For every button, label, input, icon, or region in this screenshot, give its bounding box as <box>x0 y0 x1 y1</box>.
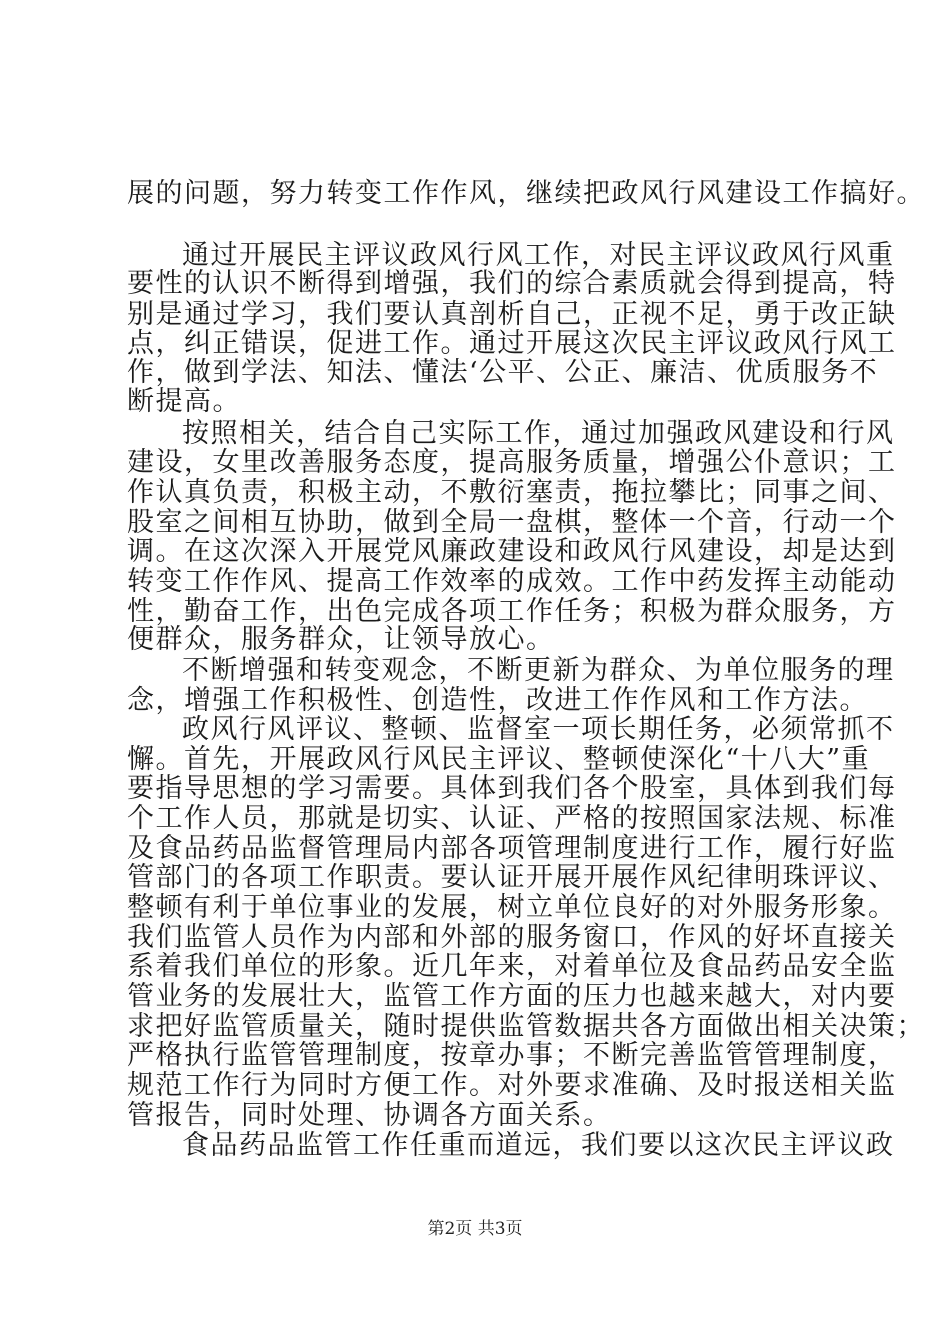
text-line-11: 股室之间相互协助，做到全局一盘棋，整体一个音，行动一个 <box>127 507 897 538</box>
text-line-21: 个工作人员，那就是切实、认证、严格的按照国家法规、标准 <box>127 803 897 834</box>
text-line-32: 食品药品监管工作任重而道远，我们要以这次民主评议政 <box>182 1130 895 1161</box>
text-line-30: 规范工作行为同时方便工作。对外要求准确、及时报送相关监 <box>127 1070 897 1101</box>
text-line-9: 建设，女里改善服务态度，提高服务质量，增强公仆意识；工 <box>127 447 897 478</box>
text-line-12: 调。在这次深入开展党风廉政建设和政风行风建设，却是达到 <box>127 536 897 567</box>
text-line-13: 转变工作作风、提高工作效率的成效。工作中药发挥主动能动 <box>127 566 897 597</box>
text-line-31: 管报告，同时处理、协调各方面关系。 <box>127 1100 612 1131</box>
text-line-16: 不断增强和转变观念，不断更新为群众、为单位服务的理 <box>182 655 895 686</box>
text-line-1: 展的问题，努力转变工作作风，继续把政风行风建设工作搞好。 <box>127 178 925 209</box>
text-line-14: 性，勤奋工作，出色完成各项工作任务；积极为群众服务，方 <box>127 596 897 627</box>
text-line-26: 系着我们单位的形象。近几年来，对着单位及食品药品安全监 <box>127 951 897 982</box>
text-line-22: 及食品药品监督管理局内部各项管理制度进行工作，履行好监 <box>127 833 897 864</box>
page-number-footer: 第2页 共3页 <box>427 1219 523 1239</box>
text-line-10: 作认真负责，积极主动，不敷衍塞责，拖拉攀比；同事之间、 <box>127 477 897 508</box>
text-line-24: 整顿有利于单位事业的发展，树立单位良好的对外服务形象。 <box>127 892 897 923</box>
text-line-5: 点，纠正错误，促进工作。通过开展这次民主评议政风行风工 <box>127 328 897 359</box>
text-line-28: 求把好监管质量关，随时提供监管数据共各方面做出相关决策； <box>127 1011 925 1042</box>
text-line-4: 别是通过学习，我们要认真剖析自己，正视不足，勇于改正缺 <box>127 299 897 330</box>
text-line-19: 懈。首先，开展政风行风民主评议、整顿使深化“十八大”重 <box>127 744 871 775</box>
text-line-25: 我们监管人员作为内部和外部的服务窗口，作风的好坏直接关 <box>127 922 897 953</box>
text-line-27: 管业务的发展壮大，监管工作方面的压力也越来越大，对内要 <box>127 981 897 1012</box>
text-line-18: 政风行风评议、整顿、监督室一项长期任务，必须常抓不 <box>182 714 895 745</box>
text-line-29: 严格执行监管管理制度，按章办事；不断完善监管管理制度， <box>127 1040 897 1071</box>
text-line-8: 按照相关，结合自己实际工作，通过加强政风建设和行风 <box>182 418 895 449</box>
text-line-2: 通过开展民主评议政风行风工作，对民主评议政风行风重 <box>182 240 895 271</box>
text-line-20: 要指导思想的学习需要。具体到我们各个股室，具体到我们每 <box>127 773 897 804</box>
text-line-6: 作，做到学法、知法、懂法‘公平、公正、廉洁、优质服务不 <box>127 357 879 388</box>
text-line-17: 念，增强工作积极性、创造性，改进工作作风和工作方法。 <box>127 685 868 716</box>
text-line-3: 要性的认识不断得到增强，我们的综合素质就会得到提高，特 <box>127 268 897 299</box>
text-line-15: 便群众，服务群众，让领导放心。 <box>127 624 555 655</box>
text-line-7: 断提高。 <box>127 386 241 417</box>
text-line-23: 管部门的各项工作职责。要认证开展开展作风纪律明珠评议、 <box>127 862 897 893</box>
